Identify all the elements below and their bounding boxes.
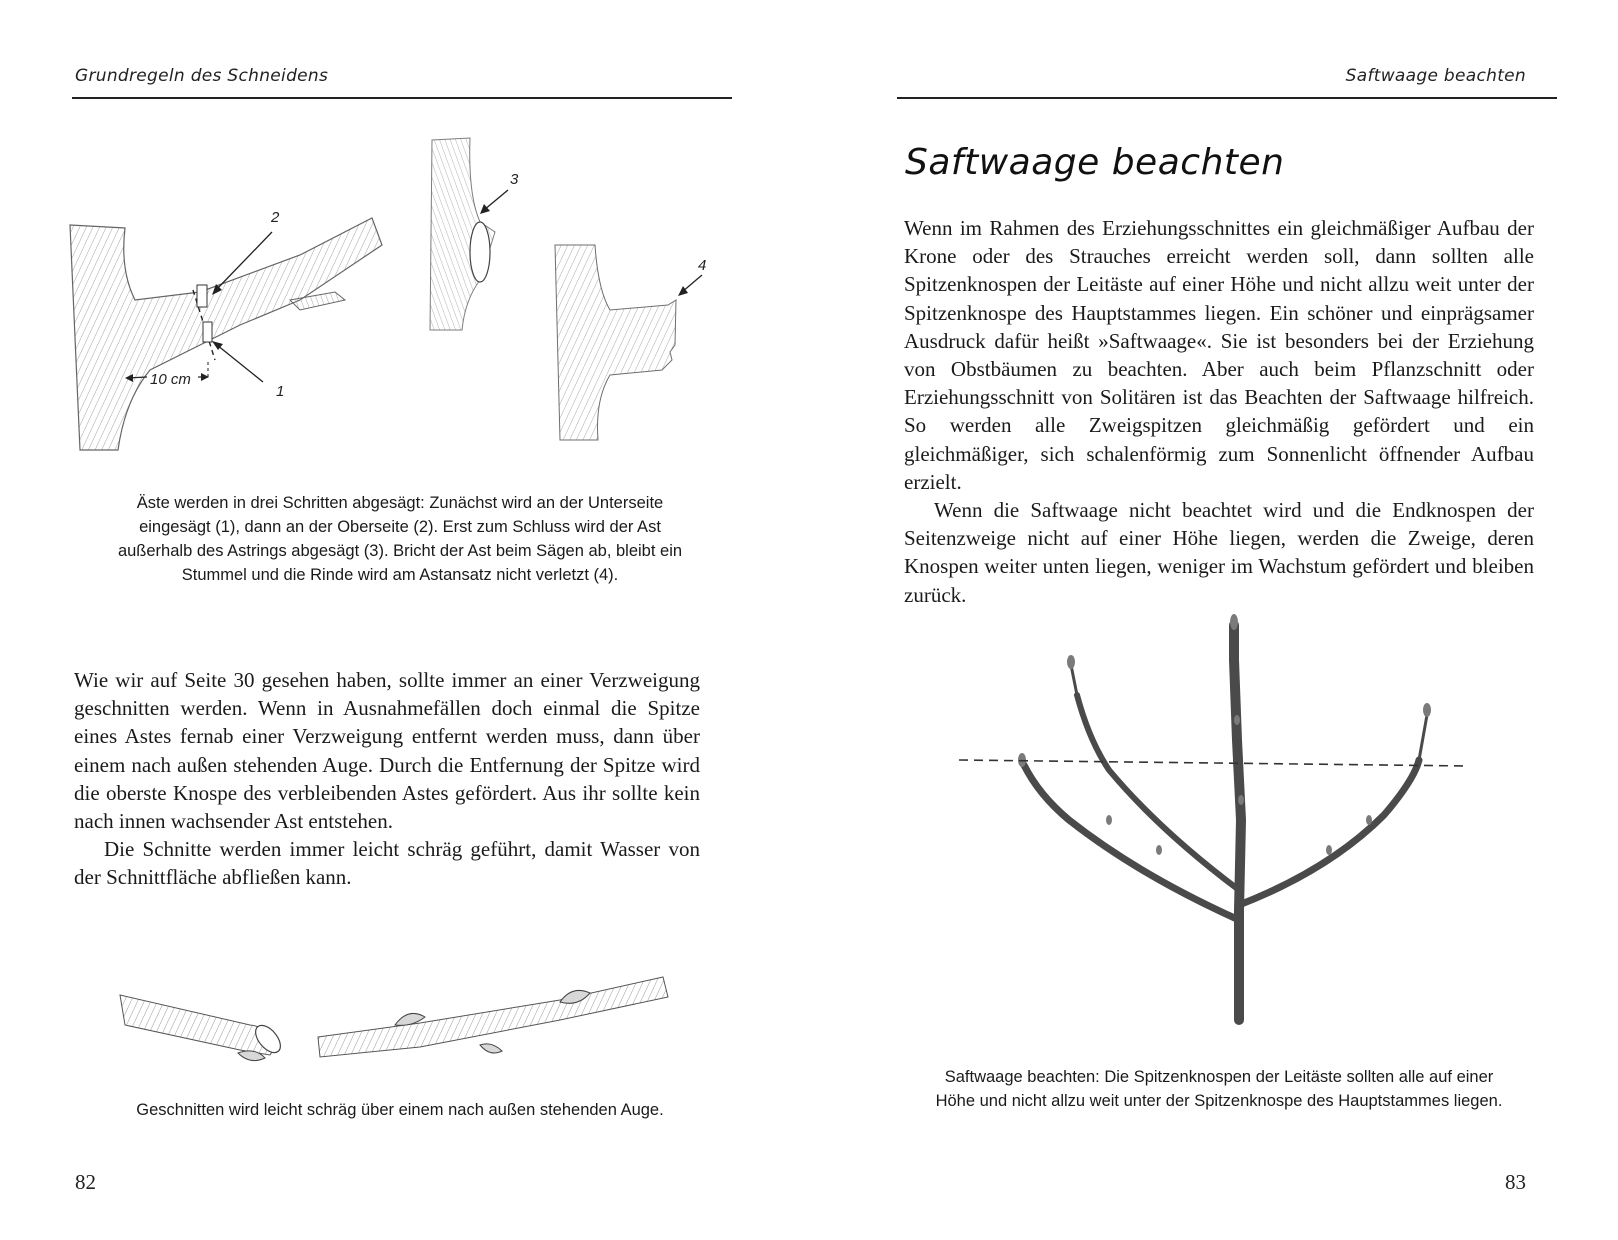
page-number-left: 82 — [75, 1170, 96, 1194]
label-two: 2 — [271, 209, 280, 226]
caption-line: eingesägt (1), dann an der Oberseite (2). Erst zum Schluss wird der Ast — [139, 518, 661, 536]
collar-cut-drawing — [430, 138, 519, 330]
section-heading: Saftwaage beachten — [905, 142, 1285, 183]
paragraph: Die Schnitte werden immer leicht schräg geführt, damit Wasser von der Schnittfläche abfließen kann. — [74, 837, 700, 890]
broken-stub-drawing — [555, 245, 706, 440]
twig-cut-illustration — [0, 955, 809, 1095]
caption-line: Höhe und nicht allzu weit unter der Spitzenknospe des Hauptstammes liegen. — [935, 1092, 1503, 1110]
caption-line: Saftwaage beachten: Die Spitzenknospen der Leitäste sollten alle auf einer — [944, 1068, 1494, 1086]
left-body-text — [74, 666, 700, 892]
paragraph: Wenn die Saftwaage nicht beachtet wird und die Endknospen der Seitenzweige nicht auf einer Höhe liegen, werden die Zweige, deren Knospen weiter unten liegen, weniger im Wachstum gefördert und bleiben zurück. — [904, 498, 1534, 607]
running-head-left: Grundregeln des Schneidens — [75, 66, 329, 86]
caption-line: außerhalb des Astrings abgesägt (3). Bricht der Ast beim Sägen ab, bleibt ein — [117, 542, 683, 560]
page-number-right: 83 — [1505, 1170, 1526, 1194]
label-three: 3 — [510, 171, 519, 188]
twig-with-buds — [318, 977, 668, 1057]
saftwaage-line — [959, 760, 1469, 766]
label-distance: 10 cm — [150, 371, 191, 388]
right-page — [809, 0, 1618, 1240]
figure2-caption: Geschnitten wird leicht schräg über einem nach außen stehenden Auge. — [136, 1101, 664, 1119]
tree-figure-caption — [879, 1065, 1559, 1113]
caption-line: Stummel und die Rinde wird am Astansatz nicht verletzt (4). — [181, 566, 619, 584]
twig-cut-end — [120, 995, 285, 1061]
figure1-caption — [60, 491, 740, 587]
tree-saftwaage-illustration — [809, 620, 1618, 1060]
running-head-right: Saftwaage beachten — [1345, 66, 1526, 86]
tree-buds — [1018, 614, 1431, 855]
branch-cut-drawing — [70, 209, 382, 450]
right-body-text — [904, 214, 1534, 609]
sawing-illustration — [0, 0, 809, 480]
header-rule-right — [897, 97, 1557, 99]
label-one: 1 — [276, 383, 285, 400]
paragraph: Wenn im Rahmen des Erziehungsschnittes ein gleichmäßiger Aufbau der Krone oder des Strauches erreicht werden soll, dann sollten alle Spitzenknospen der Leitäste auf einer Höhe und nicht allzu weit unter der Spitzenknospe des Hauptstammes liegen. Ein schöner und einprägsamer Ausdruck dafür heißt »Saftwaage«. Sie ist besonders bei der Erziehung von Obstbäumen zu beachten. Aber auch beim Pflanzschnitt oder Erziehungsschnitt von Solitären ist das Beachten der Saftwaage hilfreich. So werden alle Zweigspitzen gleichmäßig gefördert und ein gleichmäßiger, sich schalenförmig zum Sonnenlicht öffnender Aufbau erzielt. — [904, 216, 1534, 494]
caption-line: Äste werden in drei Schritten abgesägt: Zunächst wird an der Unterseite — [136, 494, 664, 512]
paragraph: Wie wir auf Seite 30 gesehen haben, sollte immer an einer Verzweigung geschnitten werden. Wenn in Ausnahmefällen doch einmal die Spitze eines Astes fernab einer Verzweigung entfernt werden muss, dann über einem nach außen stehenden Auge. Durch die Entfernung der Spitze wird die oberste Knospe des verbleibenden Astes gefördert. Aus ihr sollte kein nach innen wachsender Ast entstehen. — [74, 668, 700, 834]
label-four: 4 — [698, 257, 707, 274]
